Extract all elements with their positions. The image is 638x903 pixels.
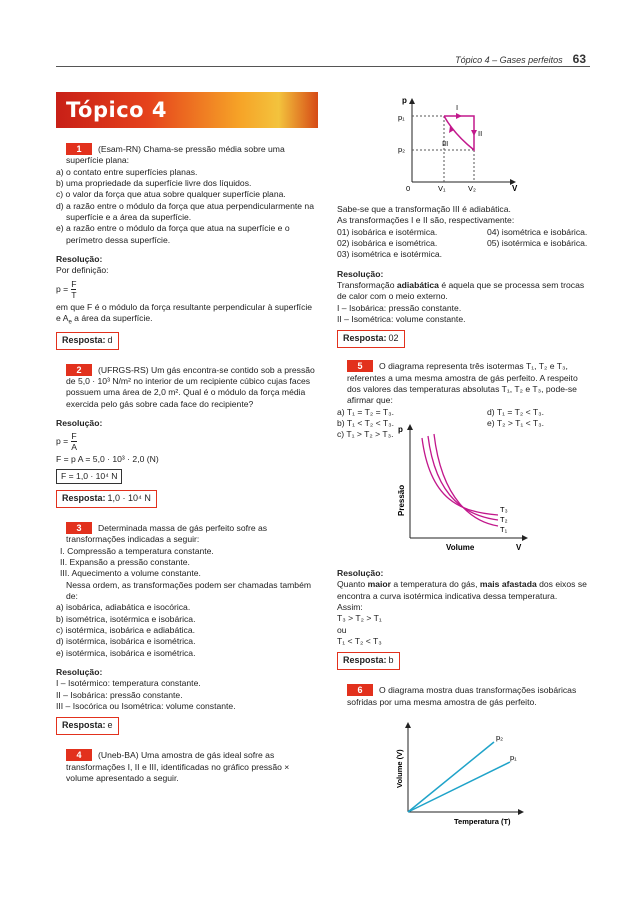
option: a) o contato entre superfícies planas. [56, 166, 198, 177]
option: c) T₁ > T₂ > T₃. [337, 429, 394, 440]
resolution-text: Quanto maior a temperatura do gás, mais afastada dos eixos se encontra a curva isotérmica indicativa dessa temperatura. [337, 579, 587, 601]
resolution-text: T₁ < T₂ < T₃ [337, 636, 382, 647]
v2-label: V₂ [468, 184, 476, 193]
formula: p = $\frac{F}{A}$ [56, 431, 77, 453]
y-axis-title: Pressão [397, 484, 406, 516]
question-2 [56, 364, 318, 508]
question-number: 1 [66, 143, 92, 155]
resolution-text: II – Isométrica: volume constante. [337, 314, 466, 325]
option: 05) isotérmica e isobárica. [487, 238, 588, 249]
question-text: O diagrama representa três isotermas T₁, T₂ e T₃, referentes a uma mesma amostra de gás perfeito. A respeito dos valores das temperaturas absolutas T₁, T₂ e T₃, pode-se afirmar que: [347, 361, 578, 406]
question-3 [56, 522, 318, 735]
question-text: (UFRGS-RS) Um gás encontra-se contido sob a pressão de 5,0 · 10³ N/m² no interior de um recipiente cúbico cujas faces possuem uma área de 2,0 m². Qual é o módulo da força média exercida pelo gás sobre cada face do recipiente? [66, 364, 315, 409]
question-number: 2 [66, 364, 92, 376]
q4-options [337, 227, 591, 261]
x-axis-title: Temperatura (T) [454, 817, 511, 826]
origin-label: 0 [406, 184, 411, 193]
answer-box: Resposta: b [337, 652, 400, 670]
resolution-text: I – Isotérmico: temperatura constante. [56, 678, 201, 689]
right-column-lower [337, 568, 591, 708]
t1-label: T₁ [500, 525, 508, 534]
curve-label-i: I [456, 103, 459, 112]
resolution-text: Assim: [337, 602, 363, 613]
p2-label: p₂ [398, 145, 406, 154]
option: 02) isobárica e isométrica. [337, 238, 438, 249]
header-rule [56, 66, 590, 67]
topic-title: Tópico 4 [66, 98, 167, 122]
isotherm-diagram [390, 420, 540, 554]
option: a) T₁ = T₂ = T₃. [337, 406, 395, 417]
option: e) a razão entre o módulo da força que atua na superfície e o perímetro dessa superfície. [56, 223, 290, 245]
question-1 [56, 143, 318, 350]
p1-label: p₁ [510, 753, 517, 762]
option: 04) isométrica e isobárica. [487, 226, 588, 237]
option: b) isométrica, isotérmica e isobárica. [56, 613, 196, 624]
p2-label: p₂ [496, 733, 504, 742]
topic-banner [56, 92, 318, 128]
formula: p = $\frac{F}{T}$ [56, 278, 77, 300]
question-lead: Nessa ordem, as transformações podem ser chamadas também de: [66, 579, 312, 601]
option: e) T₂ > T₁ < T₃. [487, 418, 545, 429]
calculation: F = p A = 5,0 · 10³ · 2,0 (N) [56, 454, 159, 465]
page-number: 63 [572, 52, 586, 66]
answer-box: Resposta: 1,0 · 10⁴ N [56, 490, 157, 508]
statement: As transformações I e II são, respectivamente: [337, 215, 515, 226]
option: d) a razão entre o módulo da força que atua perpendicularmente na superfície e a área da superfície. [56, 200, 314, 223]
resolution-text: III – Isocórica ou Isométrica: volume constante. [56, 701, 236, 712]
axis-label-v: V [516, 543, 522, 552]
answer-box: Resposta: 02 [337, 330, 405, 348]
pv-diagram [392, 94, 532, 194]
axis-label-p: p [402, 96, 407, 105]
answer-box: Resposta: d [56, 332, 119, 350]
option: 01) isobárica e isotérmica. [337, 226, 438, 237]
resolution-label: Resolução: [56, 418, 103, 428]
curve-label-iii: III [442, 139, 449, 148]
resolution-text: ou [337, 624, 347, 635]
step: III. Aquecimento a volume constante. [60, 568, 201, 579]
resolution-label: Resolução: [337, 268, 384, 279]
question-6 [337, 684, 591, 708]
resolution-label: Resolução: [56, 667, 103, 678]
axis-label-p: p [398, 425, 403, 434]
option: e) isotérmica, isobárica e isométrica. [56, 647, 196, 658]
x-axis-title: Volume [446, 543, 475, 552]
option: d) T₁ = T₂ < T₃. [487, 406, 545, 417]
y-axis-title: Volume (V) [395, 749, 404, 788]
question-text: Determinada massa de gás perfeito sofre as transformações indicadas a seguir: [66, 522, 268, 545]
t2-label: T₂ [500, 515, 508, 524]
question-number: 4 [66, 749, 92, 761]
p1-label: p₁ [398, 113, 405, 122]
section-title: Tópico 4 – Gases perfeitos [455, 55, 563, 65]
option: 03) isométrica e isotérmica. [337, 249, 443, 260]
resolution-text: Transformação adiabática é aquela que se processa sem trocas de calor com o meio externo. [337, 280, 585, 302]
option: c) isotérmica, isobárica e adiabática. [56, 625, 195, 635]
option: b) uma propriedade da superfície livre dos líquidos. [56, 178, 252, 189]
isobar-diagram [392, 720, 532, 830]
left-column [56, 143, 318, 784]
resolution-text: em que F é o módulo da força resultante perpendicular à superfície e $A_e$ a área da superfície. [56, 301, 313, 326]
question-text: (Esam-RN) Chama-se pressão média sobre uma superfície plana: [66, 144, 285, 166]
question-text: O diagrama mostra duas transformações isobáricas sofridas por uma mesma amostra de gás perfeito. [347, 685, 577, 707]
curve-label-ii: II [478, 129, 483, 138]
option: d) isotérmica, isobárica e isométrica. [56, 636, 196, 647]
answer-box: Resposta: e [56, 717, 119, 735]
resolution-text: I – Isobárica: pressão constante. [337, 302, 462, 313]
step: II. Expansão a pressão constante. [60, 556, 190, 567]
v1-label: V₁ [438, 184, 446, 193]
resolution-text: II – Isobárica: pressão constante. [56, 689, 183, 700]
right-column [337, 204, 591, 441]
option: a) isobárica, adiabática e isocórica. [56, 602, 191, 613]
resolution-label: Resolução: [56, 254, 103, 265]
step: I. Compressão a temperatura constante. [60, 545, 214, 556]
question-4 [56, 749, 318, 784]
question-number: 5 [347, 360, 373, 372]
option: b) T₁ < T₂ < T₃. [337, 418, 395, 429]
option: c) o valor da força que atua sobre qualquer superfície plana. [56, 189, 286, 200]
question-text: (Uneb-BA) Uma amostra de gás ideal sofre as transformações I, II e III, identificadas no gráfico pressão × volume apresentado a seguir. [66, 750, 290, 783]
result-box: F = 1,0 · 10⁴ N [56, 469, 122, 484]
resolution-label: Resolução: [337, 568, 384, 578]
axis-label-v: V [512, 184, 518, 193]
statement: Sabe-se que a transformação III é adiabática. [337, 204, 511, 214]
question-number: 6 [347, 684, 373, 696]
resolution-text: Por definição: [56, 265, 109, 276]
t3-label: T₃ [500, 505, 508, 514]
question-number: 3 [66, 522, 92, 534]
resolution-text: T₃ > T₂ > T₁ [337, 613, 382, 624]
